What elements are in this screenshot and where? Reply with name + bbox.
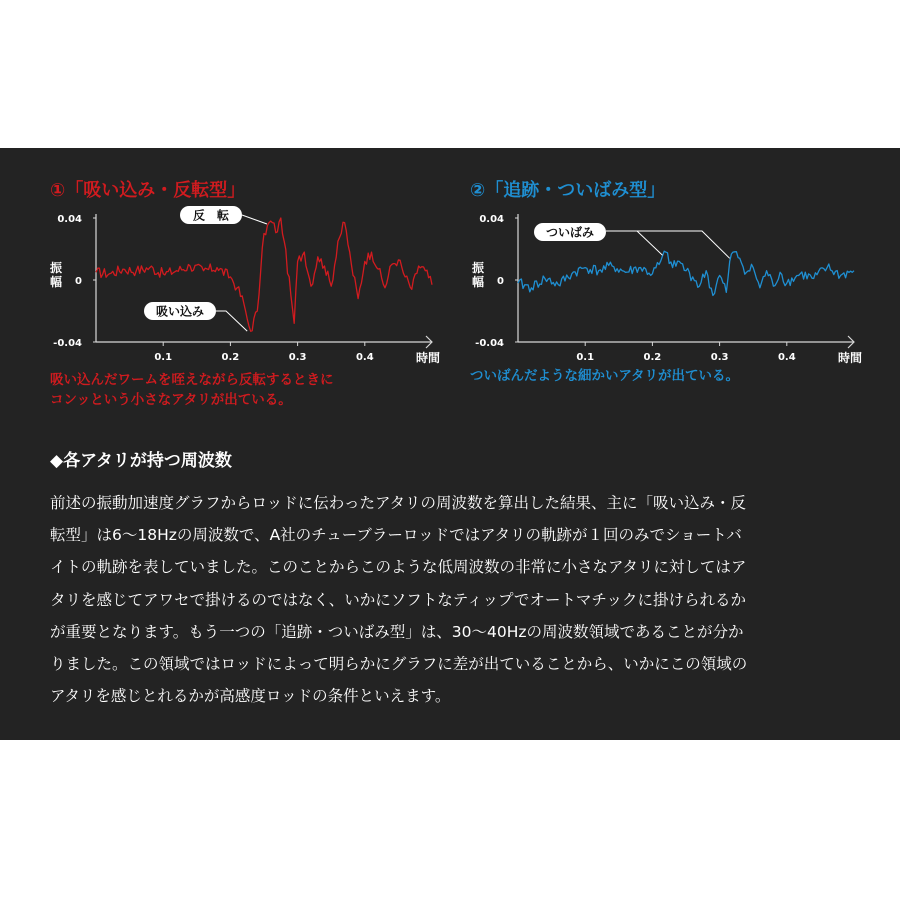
x-tick-label: 0.3 bbox=[288, 352, 307, 363]
chart-title-tsuibami: ②「追跡・ついばみ型」 bbox=[470, 180, 666, 201]
y-tick-label: -0.04 bbox=[475, 338, 504, 349]
x-axis-label: 時間 bbox=[837, 351, 862, 365]
caption-line: ついばんだような細かいアタリが出ている。 bbox=[470, 368, 740, 384]
x-tick-label: 0.1 bbox=[576, 352, 595, 363]
annotation-leader bbox=[242, 215, 267, 224]
x-tick-label: 0.4 bbox=[355, 352, 374, 363]
caption-line: コンッという小さなアタリが出ている。 bbox=[50, 392, 292, 408]
annotation-leader bbox=[216, 311, 247, 331]
chart-tsuiseki-tsuibami bbox=[462, 206, 872, 366]
article-line: 転型」は6～18Hzの周波数で、A社のチューブラーロッドではアタリの軌跡が１回のみでショートバ bbox=[50, 526, 742, 545]
annotation-leader bbox=[606, 231, 662, 255]
content-panel bbox=[0, 148, 900, 740]
x-axis-label: 時間 bbox=[415, 351, 440, 365]
y-tick-label: 0.04 bbox=[479, 214, 504, 225]
y-tick-label: 0 bbox=[497, 276, 504, 287]
article-line: タリを感じてアワセで掛けるのではなく、いかにソフトなティップでオートマチックに掛けられるか bbox=[50, 590, 746, 609]
article-line: 前述の振動加速度グラフからロッドに伝わったアタリの周波数を算出した結果、主に「吸い込み・反 bbox=[50, 494, 746, 512]
annotation-suikomi: 吸い込み bbox=[155, 304, 205, 319]
section-heading: ◆各アタリが持つ周波数 bbox=[50, 451, 232, 471]
article-body bbox=[50, 487, 870, 712]
chart-suikomi-hanten bbox=[40, 206, 450, 366]
caption-line: 吸い込んだワームを咥えながら反転するときに bbox=[50, 372, 334, 388]
chart-title-suikomi: ①「吸い込み・反転型」 bbox=[50, 180, 246, 201]
x-tick-label: 0.2 bbox=[221, 352, 240, 363]
article-line: イトの軌跡を表していました。このことからこのような低周波数の非常に小さなアタリに対してはア bbox=[50, 558, 747, 577]
series-line bbox=[518, 251, 854, 295]
y-axis-label: 振幅 bbox=[49, 261, 63, 289]
y-tick-label: 0.04 bbox=[57, 214, 82, 225]
article-line: が重要となります。もう一つの「追跡・ついばみ型」は、30～40Hzの周波数領域であることが分か bbox=[50, 622, 744, 641]
article-line: りました。この領域ではロッドによって明らかにグラフに差が出ていることから、いかにこの領域の bbox=[50, 655, 748, 674]
x-tick-label: 0.3 bbox=[710, 352, 729, 363]
annotation-tsuibami: ついばみ bbox=[545, 225, 595, 240]
y-axis-label: 振幅 bbox=[471, 261, 485, 289]
caption-tsuibami bbox=[470, 366, 739, 386]
x-tick-label: 0.2 bbox=[643, 352, 662, 363]
annotation-hanten: 反 転 bbox=[192, 208, 230, 223]
caption-suikomi bbox=[50, 370, 334, 410]
x-tick-label: 0.4 bbox=[777, 352, 796, 363]
x-tick-label: 0.1 bbox=[154, 352, 173, 363]
article-line: アタリを感じとれるかが高感度ロッドの条件といえます。 bbox=[50, 687, 451, 706]
y-tick-label: 0 bbox=[75, 276, 82, 287]
y-tick-label: -0.04 bbox=[53, 338, 82, 349]
